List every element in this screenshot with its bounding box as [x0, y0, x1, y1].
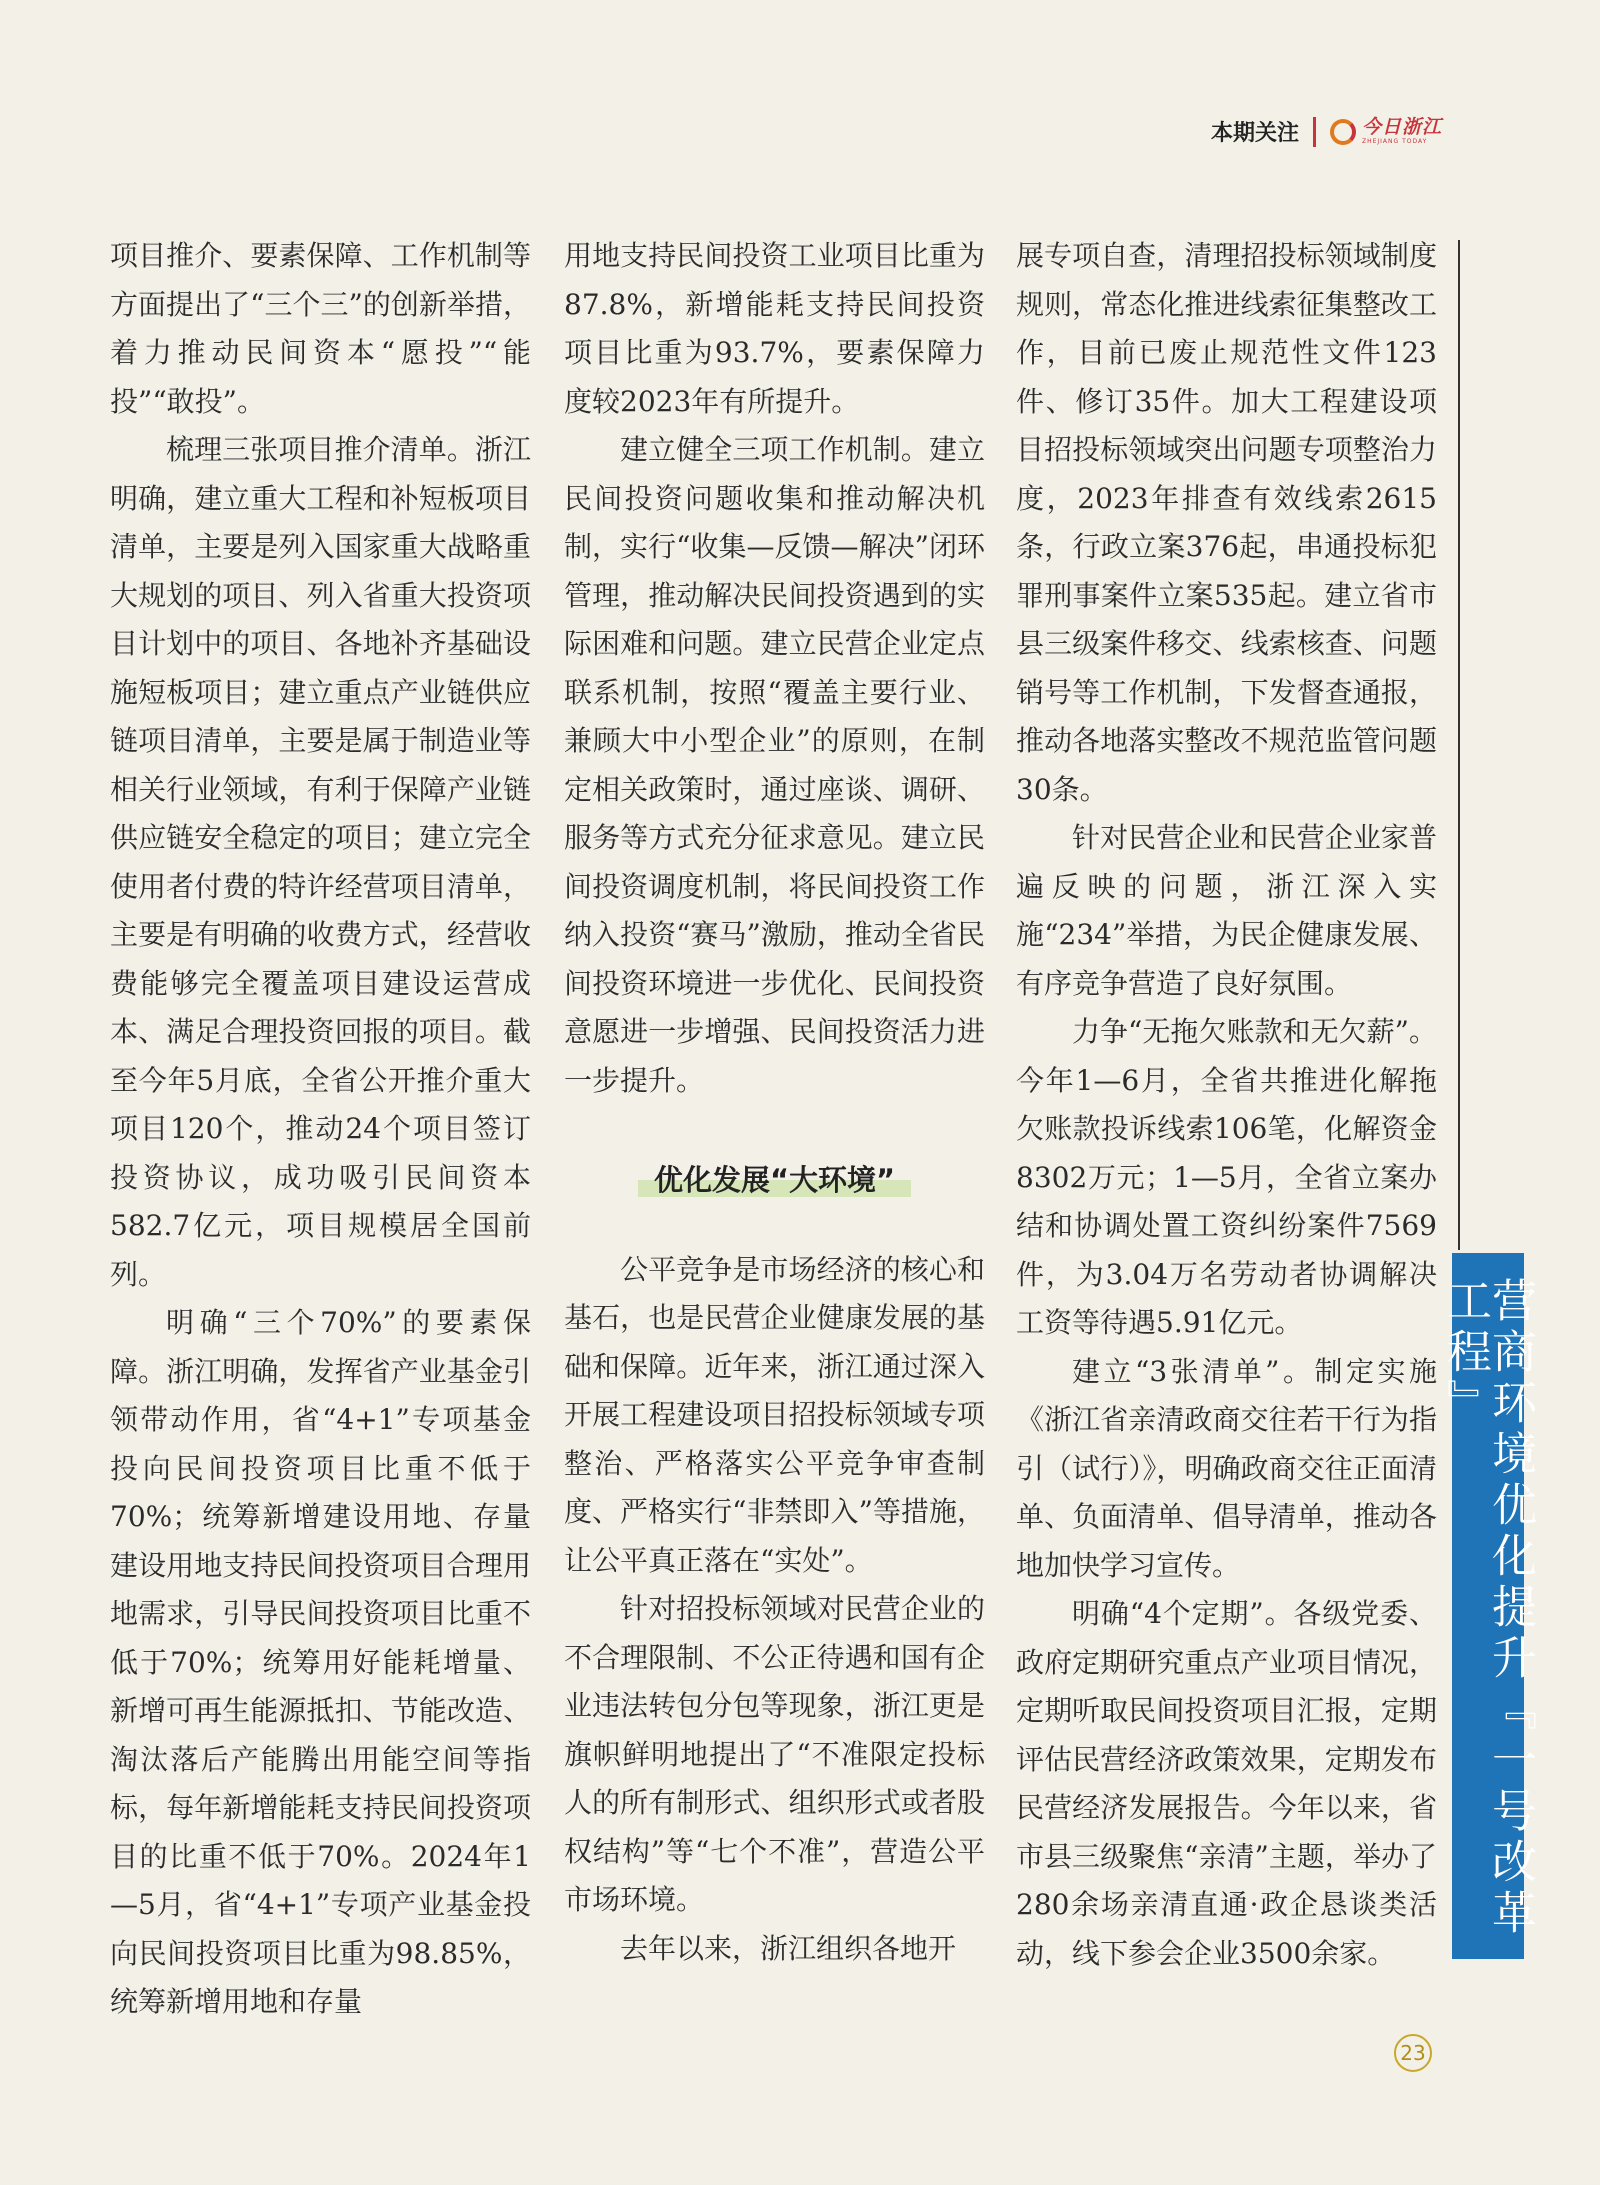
logo-english: ZHEJIANG TODAY: [1361, 138, 1428, 145]
magazine-logo: [1330, 118, 1442, 145]
subheading-text: 优化发展“大环境”: [638, 1160, 911, 1200]
logo-swirl-icon: [1330, 119, 1356, 145]
side-banner: [1439, 1253, 1537, 1959]
article-column-1: [110, 232, 531, 2027]
page-header: [1211, 116, 1442, 147]
paragraph: 针对招投标领域对民营企业的不合理限制、不公正待遇和国有企业违法转包分包等现象，浙江更是旗帜鲜明地提出了“不准限定投标人的所有制形式、组织形式或者股权结构”等“七个不准”，营造公平市场环境。: [564, 1592, 985, 1916]
paragraph: 建立健全三项工作机制。建立民间投资问题收集和推动解决机制，实行“收集—反馈—解决”闭环管理，推动解决民间投资遇到的实际困难和问题。建立民营企业定点联系机制，按照“覆盖主要行业、兼顾大中小型企业”的原则，在制定相关政策时，通过座谈、调研、服务等方式充分征求意见。建立民间投资调度机制，将民间投资工作纳入投资“赛马”激励，推动全省民间投资环境进一步优化、民间投资意愿进一步增强、民间投资活力进一步提升。: [564, 433, 985, 1097]
article-column-2: [564, 232, 985, 1973]
column-rule: [1458, 240, 1460, 1250]
paragraph: 去年以来，浙江组织各地开: [620, 1931, 957, 1965]
logo-chinese: 今日浙江: [1361, 116, 1442, 138]
paragraph: 针对民营企业和民营企业家普遍反映的问题，浙江深入实施“234”举措，为民企健康发展、有序竞争营造了良好氛围。: [1016, 821, 1437, 1000]
side-banner-text: 营商环境优化提升『一号改革工程』: [1439, 1277, 1537, 1940]
page-number: 23: [1394, 2034, 1432, 2072]
paragraph: 项目推介、要素保障、工作机制等方面提出了“三个三”的创新举措，着力推动民间资本“愿投”“能投”“敢投”。: [110, 239, 531, 418]
paragraph: 梳理三张项目推介清单。浙江明确，建立重大工程和补短板项目清单，主要是列入国家重大战略重大规划的项目、列入省重大投资项目计划中的项目、各地补齐基础设施短板项目；建立重点产业链供应链项目清单，主要是属于制造业等相关行业领域，有利于保障产业链供应链安全稳定的项目；建立完全使用者付费的特许经营项目清单，主要是有明确的收费方式，经营收费能够完全覆盖项目建设运营成本、满足合理投资回报的项目。截至今年5月底，全省公开推介重大项目120个，推动24个项目签订投资协议，成功吸引民间资本582.7亿元，项目规模居全国前列。: [110, 433, 531, 1291]
section-subheading: [564, 1157, 985, 1206]
paragraph: 明确“三个70%”的要素保障。浙江明确，发挥省产业基金引领带动作用，省“4+1”专项基金投向民间投资项目比重不低于70%；统筹新增建设用地、存量建设用地支持民间投资项目合理用地需求，引导民间投资项目比重不低于70%；统筹用好能耗增量、新增可再生能源抵扣、节能改造、淘汰落后产能腾出用能空间等指标，每年新增能耗支持民间投资项目的比重不低于70%。2024年1—5月，省“4+1”专项产业基金投向民间投资项目比重为98.85%，统筹新增用地和存量: [110, 1306, 531, 2018]
paragraph: 建立“3张清单”。制定实施《浙江省亲清政商交往若干行为指引（试行）》，明确政商交往正面清单、负面清单、倡导清单，推动各地加快学习宣传。: [1016, 1354, 1437, 1582]
paragraph: 展专项自查，清理招投标领域制度规则，常态化推进线索征集整改工作，目前已废止规范性文件123件、修订35件。加大工程建设项目招投标领域突出问题专项整治力度，2023年排查有效线索2615条，行政立案376起，串通投标犯罪刑事案件立案535起。建立省市县三级案件移交、线索核查、问题销号等工作机制，下发督查通报，推动各地落实整改不规范监管问题30条。: [1016, 239, 1437, 806]
section-title: 本期关注: [1210, 121, 1299, 146]
header-divider: [1313, 117, 1316, 147]
paragraph: 用地支持民间投资工业项目比重为87.8%，新增能耗支持民间投资项目比重为93.7%，要素保障力度较2023年有所提升。: [564, 239, 985, 418]
paragraph: 公平竞争是市场经济的核心和基石，也是民营企业健康发展的基础和保障。近年来，浙江通过深入开展工程建设项目招投标领域专项整治、严格落实公平竞争审查制度、严格实行“非禁即入”等措施，让公平真正落在“实处”。: [564, 1252, 985, 1577]
paragraph: 力争“无拖欠账款和无欠薪”。今年1—6月，全省共推进化解拖欠账款投诉线索106笔，化解资金8302万元；1—5月，全省立案办结和协调处置工资纠纷案件7569件，为3.04万名劳动者协调解决工资等待遇5.91亿元。: [1016, 1015, 1437, 1339]
paragraph: 明确“4个定期”。各级党委、政府定期研究重点产业项目情况，定期听取民间投资项目汇报，定期评估民营经济政策效果，定期发布民营经济发展报告。今年以来，省市县三级聚焦“亲清”主题，举办了280余场亲清直通·政企恳谈类活动，线下参会企业3500余家。: [1016, 1597, 1437, 1970]
article-column-3: [1016, 232, 1437, 1978]
